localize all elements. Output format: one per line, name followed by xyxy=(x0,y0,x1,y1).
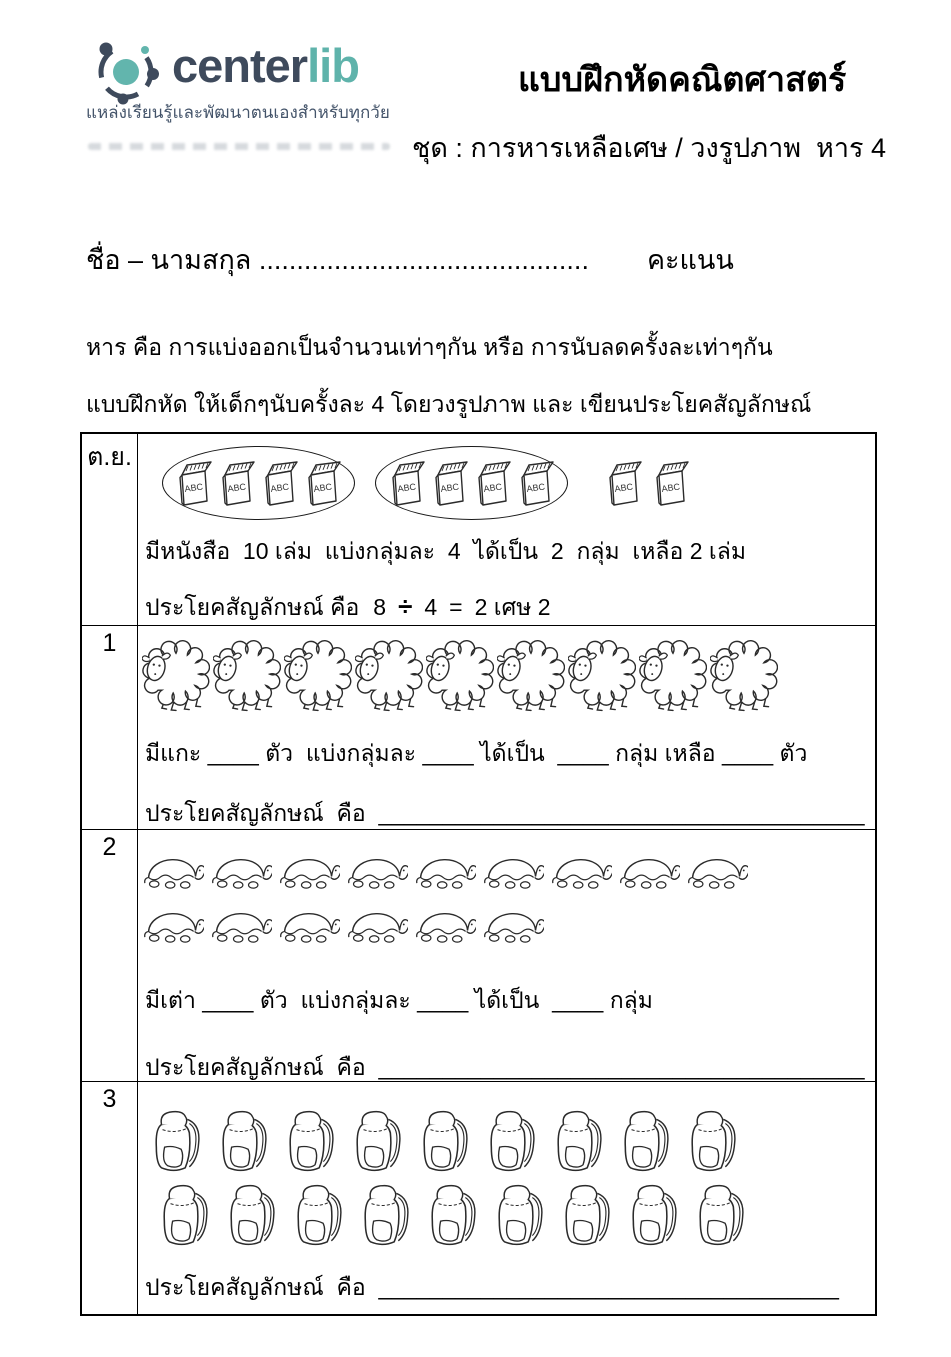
symbol-prefix: ประโยคสัญลักษณ์ คือ xyxy=(145,800,366,826)
backpack-icon xyxy=(217,1108,273,1174)
problem-2-sentence: มีเต่า ____ ตัว แบ่งกลุ่มละ ____ ได้เป็น ____ กลุ่ม xyxy=(145,987,653,1013)
example-row xyxy=(82,434,875,625)
example-sentence: มีหนังสือ 10 เล่ม แบ่งกลุ่มละ 4 ได้เป็น 2 กลุ่ม เหลือ 2 เล่ม xyxy=(145,538,747,564)
circled-icon-group xyxy=(375,446,568,520)
problem-2-body xyxy=(138,830,875,1081)
turtle-icon xyxy=(210,900,272,946)
example-symbol-line xyxy=(145,590,557,626)
sheep-icon xyxy=(355,638,423,714)
problem-1-sentence: มีแกะ ____ ตัว แบ่งกลุ่มละ ____ ได้เป็น ____ กลุ่ม เหลือ ____ ตัว xyxy=(145,740,808,766)
sheep-icon xyxy=(213,638,281,714)
example-book-groups xyxy=(162,446,691,520)
equation-equals: = xyxy=(449,594,463,620)
brand-accent: lib xyxy=(307,39,359,92)
equation-dividend: 8 xyxy=(373,594,387,620)
turtle-icon xyxy=(414,900,476,946)
row-label-2: 2 xyxy=(82,830,138,1081)
turtle-icon xyxy=(346,846,408,892)
turtle-icon xyxy=(142,900,204,946)
backpack-icon xyxy=(694,1182,750,1248)
turtle-row-2 xyxy=(142,900,544,946)
centerlib-wordmark xyxy=(172,38,359,93)
book-icon xyxy=(516,460,556,506)
book-icon xyxy=(604,460,644,506)
sheep-icon xyxy=(568,638,636,714)
brand-primary: center xyxy=(172,39,308,92)
book-icon xyxy=(651,460,691,506)
turtle-icon xyxy=(686,846,748,892)
problem-3-body xyxy=(138,1082,875,1314)
sheep-icon xyxy=(426,638,494,714)
backpack-icon xyxy=(627,1182,683,1248)
book-icon xyxy=(387,460,427,506)
turtle-icon xyxy=(618,846,680,892)
remainder-icon-group xyxy=(604,460,691,506)
turtle-icon xyxy=(346,900,408,946)
problem-row-2 xyxy=(82,829,875,1081)
example-row-body xyxy=(138,434,875,625)
backpack-icon xyxy=(351,1108,407,1174)
backpack-icon xyxy=(359,1182,415,1248)
worksheet-table xyxy=(80,432,877,1316)
problem-1-symbol-line xyxy=(145,796,865,832)
book-icon xyxy=(430,460,470,506)
sheep-icon xyxy=(142,638,210,714)
book-icon xyxy=(473,460,513,506)
sheep-icon xyxy=(639,638,707,714)
turtle-icon xyxy=(414,846,476,892)
backpack-icon xyxy=(426,1182,482,1248)
answer-blank: ______________________________________ xyxy=(378,1054,865,1080)
turtle-icon xyxy=(278,846,340,892)
problem-1-body xyxy=(138,626,875,829)
book-icon xyxy=(260,460,300,506)
sheep-icon xyxy=(284,638,352,714)
symbol-prefix: ประโยคสัญลักษณ์ คือ xyxy=(145,594,360,620)
instruction-line-1: หาร คือ การแบ่งออกเป็นจำนวนเท่าๆกัน หรือ การนับลดครั้งละเท่าๆกัน xyxy=(86,334,773,360)
backpack-row-2 xyxy=(158,1182,750,1248)
backpack-icon xyxy=(485,1108,541,1174)
name-blank-dots: ............................................ xyxy=(258,245,589,275)
backpack-icon xyxy=(560,1182,616,1248)
equation-divisor: 4 xyxy=(424,594,438,620)
turtle-icon xyxy=(482,900,544,946)
backpack-icon xyxy=(418,1108,474,1174)
backpack-icon xyxy=(225,1182,281,1248)
sheep-icon xyxy=(497,638,565,714)
division-sign: ÷ xyxy=(398,591,413,621)
circled-icon-group xyxy=(162,446,355,520)
backpack-icon xyxy=(284,1108,340,1174)
book-icon xyxy=(174,460,214,506)
backpack-icon xyxy=(686,1108,742,1174)
book-icon xyxy=(217,460,257,506)
logo-tagline: แหล่งเรียนรู้และพัฒนาตนเองสำหรับทุกวัย xyxy=(86,103,390,122)
answer-blank: ____________________________________ xyxy=(378,1274,839,1300)
score-label: คะแนน xyxy=(646,245,734,275)
page-subtitle: ชุด : การหารเหลือเศษ / วงรูปภาพ หาร 4 xyxy=(412,133,887,163)
faded-watermark-line xyxy=(88,143,390,150)
turtle-icon xyxy=(210,846,272,892)
backpack-icon xyxy=(619,1108,675,1174)
centerlib-logo-icon xyxy=(86,34,170,106)
turtle-icon xyxy=(482,846,544,892)
instruction-line-2: แบบฝึกหัด ให้เด็กๆนับครั้งละ 4 โดยวงรูปภาพ และ เขียนประโยคสัญลักษณ์ xyxy=(86,391,812,417)
row-label-3: 3 xyxy=(82,1082,138,1314)
sheep-row xyxy=(142,638,778,714)
page-title: แบบฝึกหัดคณิตศาสตร์ xyxy=(518,61,847,99)
row-label-1: 1 xyxy=(82,626,138,829)
answer-blank: ______________________________________ xyxy=(378,800,865,826)
problem-2-symbol-line xyxy=(145,1050,865,1086)
problem-row-1 xyxy=(82,625,875,829)
sheep-icon xyxy=(710,638,778,714)
problem-row-3 xyxy=(82,1081,875,1314)
turtle-icon xyxy=(278,900,340,946)
backpack-icon xyxy=(150,1108,206,1174)
problem-3-symbol-line xyxy=(145,1270,839,1306)
backpack-icon xyxy=(552,1108,608,1174)
name-label: ชื่อ – นามสกุล xyxy=(86,245,252,275)
symbol-prefix: ประโยคสัญลักษณ์ คือ xyxy=(145,1054,366,1080)
turtle-icon xyxy=(550,846,612,892)
book-icon xyxy=(303,460,343,506)
turtle-icon xyxy=(142,846,204,892)
name-score-line xyxy=(86,238,734,281)
row-label-example: ต.ย. xyxy=(82,434,138,625)
equation-result: 2 เศษ 2 xyxy=(474,594,551,620)
backpack-icon xyxy=(292,1182,348,1248)
backpack-row-1 xyxy=(150,1108,742,1174)
turtle-row-1 xyxy=(142,846,748,892)
symbol-prefix: ประโยคสัญลักษณ์ คือ xyxy=(145,1274,366,1300)
backpack-icon xyxy=(493,1182,549,1248)
backpack-icon xyxy=(158,1182,214,1248)
